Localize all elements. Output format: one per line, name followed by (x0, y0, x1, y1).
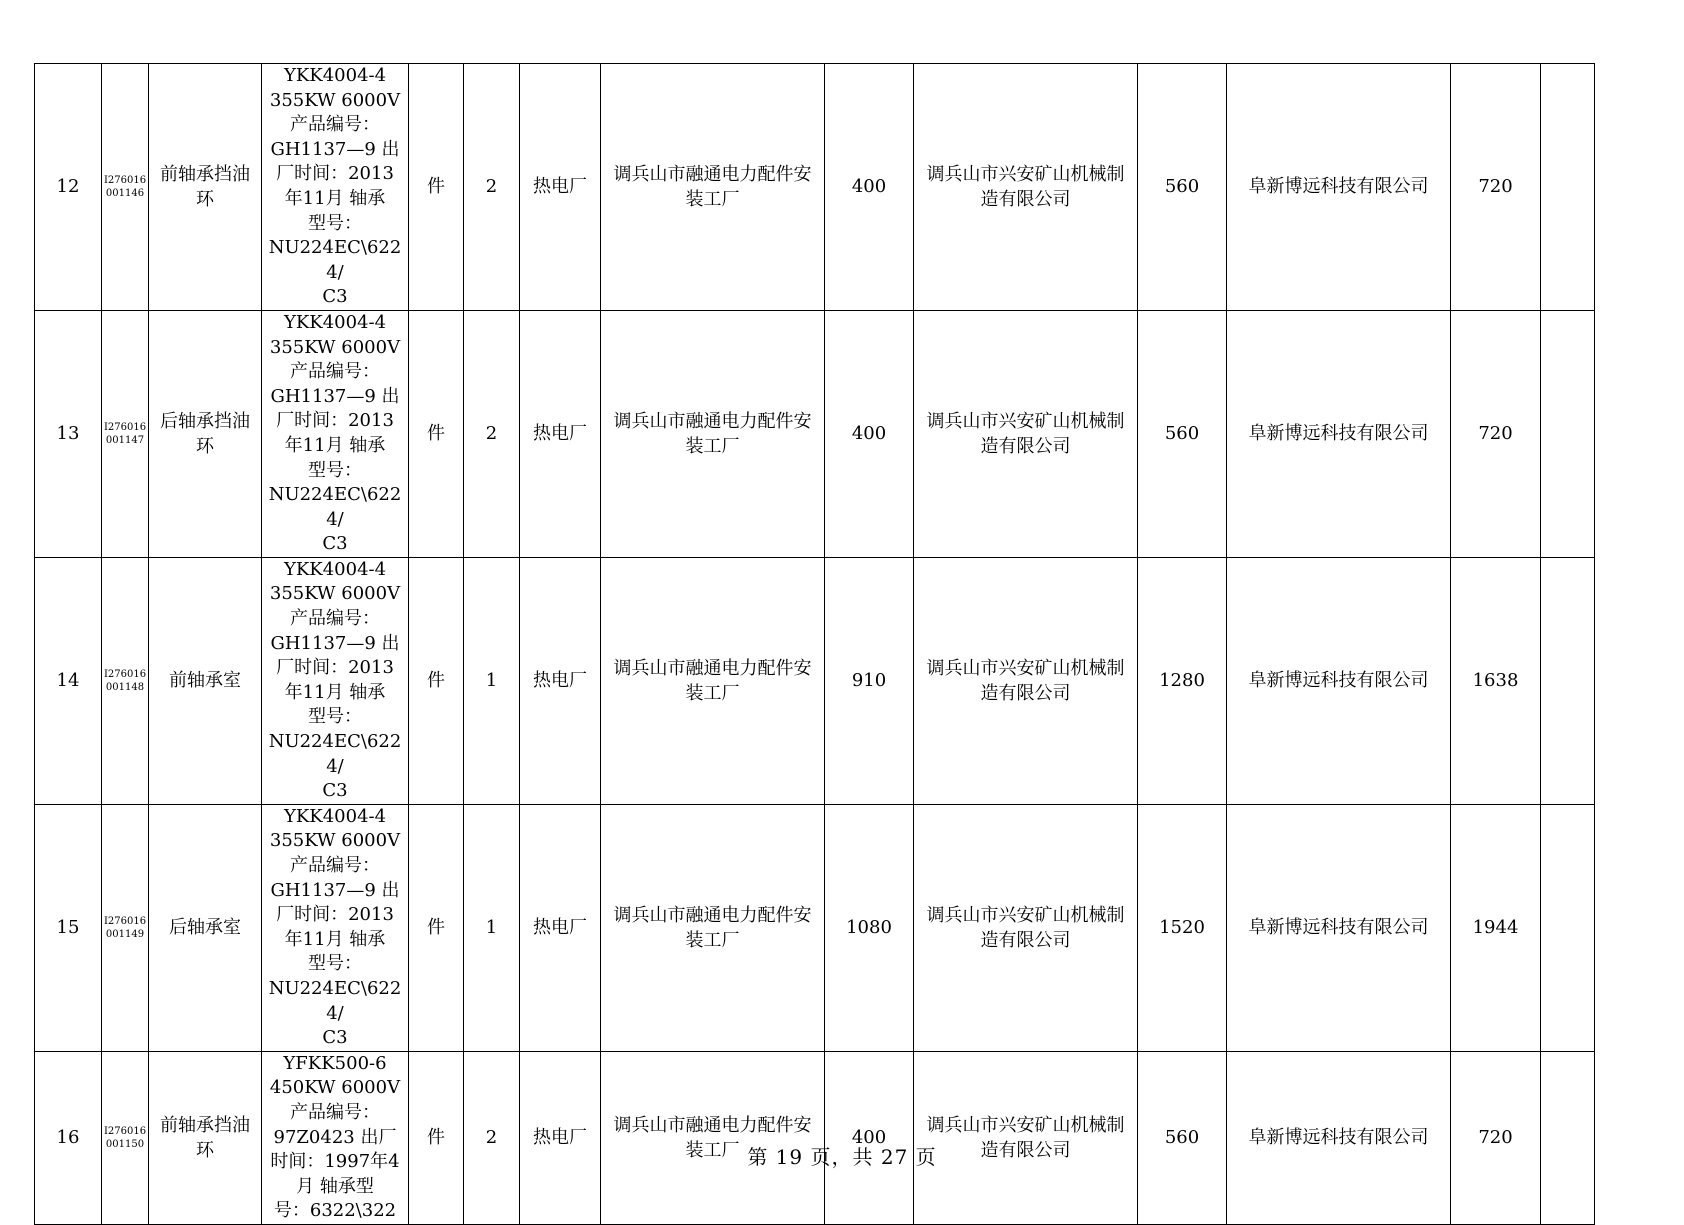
supplier-2-price: 560 (1138, 310, 1227, 557)
supplier-2-price: 1520 (1138, 804, 1227, 1051)
item-spec: YKK4004-4 355KW 6000V 产品编号： GH1137—9 出 厂时间：2013 年11月 轴承 型号： NU224EC\6224/ C3 (262, 804, 409, 1051)
department-cell: 热电厂 (520, 310, 601, 557)
supplier-2-name: 调兵山市兴安矿山机械制造有限公司 (914, 64, 1138, 311)
item-name: 前轴承挡油环 (149, 64, 262, 311)
department-cell: 热电厂 (520, 64, 601, 311)
material-code: I276016001148 (102, 557, 149, 804)
table-row (35, 557, 1595, 804)
remark-cell (1541, 64, 1595, 311)
supplier-3-name: 阜新博远科技有限公司 (1227, 557, 1451, 804)
supplier-1-name: 调兵山市融通电力配件安装工厂 (601, 310, 825, 557)
supplier-1-price: 400 (825, 64, 914, 311)
material-code: I276016001150 (102, 1051, 149, 1224)
unit-cell: 件 (409, 1051, 464, 1224)
supplier-1-price: 400 (825, 1051, 914, 1224)
quantity-cell: 2 (464, 310, 520, 557)
supplier-1-price: 910 (825, 557, 914, 804)
remark-cell (1541, 1051, 1595, 1224)
row-number: 14 (35, 557, 102, 804)
supplier-3-price: 1638 (1451, 557, 1541, 804)
quantity-cell: 2 (464, 64, 520, 311)
supplier-2-name: 调兵山市兴安矿山机械制造有限公司 (914, 1051, 1138, 1224)
supplier-3-price: 720 (1451, 310, 1541, 557)
supplier-2-price: 560 (1138, 1051, 1227, 1224)
unit-cell: 件 (409, 310, 464, 557)
supplier-2-price: 560 (1138, 64, 1227, 311)
remark-cell (1541, 557, 1595, 804)
supplier-2-price: 1280 (1138, 557, 1227, 804)
supplier-1-name: 调兵山市融通电力配件安装工厂 (601, 804, 825, 1051)
supplier-3-name: 阜新博远科技有限公司 (1227, 804, 1451, 1051)
department-cell: 热电厂 (520, 557, 601, 804)
item-name: 前轴承挡油环 (149, 1051, 262, 1224)
material-code: I276016001147 (102, 310, 149, 557)
item-spec: YKK4004-4 355KW 6000V 产品编号： GH1137—9 出 厂时间：2013 年11月 轴承 型号： NU224EC\6224/ C3 (262, 557, 409, 804)
department-cell: 热电厂 (520, 1051, 601, 1224)
quantity-cell: 2 (464, 1051, 520, 1224)
unit-cell: 件 (409, 804, 464, 1051)
supplier-3-name: 阜新博远科技有限公司 (1227, 310, 1451, 557)
unit-cell: 件 (409, 557, 464, 804)
department-cell: 热电厂 (520, 804, 601, 1051)
parts-quote-table (34, 63, 1595, 1225)
supplier-3-price: 1944 (1451, 804, 1541, 1051)
item-name: 后轴承室 (149, 804, 262, 1051)
item-spec: YKK4004-4 355KW 6000V 产品编号： GH1137—9 出 厂时间：2013 年11月 轴承 型号： NU224EC\6224/ C3 (262, 310, 409, 557)
material-code: I276016001146 (102, 64, 149, 311)
item-spec: YFKK500-6 450KW 6000V 产品编号： 97Z0423 出厂 时间：1997年4 月 轴承型 号：6322\322 (262, 1051, 409, 1224)
supplier-1-price: 400 (825, 310, 914, 557)
table-row (35, 64, 1595, 311)
table-row (35, 310, 1595, 557)
row-number: 12 (35, 64, 102, 311)
supplier-3-price: 720 (1451, 64, 1541, 311)
page-footer: 第 19 页，共 27 页 (747, 1145, 937, 1169)
supplier-2-name: 调兵山市兴安矿山机械制造有限公司 (914, 804, 1138, 1051)
quantity-cell: 1 (464, 557, 520, 804)
supplier-2-name: 调兵山市兴安矿山机械制造有限公司 (914, 557, 1138, 804)
row-number: 15 (35, 804, 102, 1051)
supplier-3-name: 阜新博远科技有限公司 (1227, 1051, 1451, 1224)
remark-cell (1541, 310, 1595, 557)
item-name: 后轴承挡油环 (149, 310, 262, 557)
quantity-cell: 1 (464, 804, 520, 1051)
supplier-1-name: 调兵山市融通电力配件安装工厂 (601, 557, 825, 804)
supplier-1-price: 1080 (825, 804, 914, 1051)
supplier-2-name: 调兵山市兴安矿山机械制造有限公司 (914, 310, 1138, 557)
remark-cell (1541, 804, 1595, 1051)
supplier-3-price: 720 (1451, 1051, 1541, 1224)
unit-cell: 件 (409, 64, 464, 311)
row-number: 16 (35, 1051, 102, 1224)
item-name: 前轴承室 (149, 557, 262, 804)
material-code: I276016001149 (102, 804, 149, 1051)
table-row (35, 804, 1595, 1051)
supplier-3-name: 阜新博远科技有限公司 (1227, 64, 1451, 311)
supplier-1-name: 调兵山市融通电力配件安装工厂 (601, 1051, 825, 1224)
supplier-1-name: 调兵山市融通电力配件安装工厂 (601, 64, 825, 311)
row-number: 13 (35, 310, 102, 557)
table-row (35, 1051, 1595, 1224)
item-spec: YKK4004-4 355KW 6000V 产品编号： GH1137—9 出 厂时间：2013 年11月 轴承 型号： NU224EC\6224/ C3 (262, 64, 409, 311)
